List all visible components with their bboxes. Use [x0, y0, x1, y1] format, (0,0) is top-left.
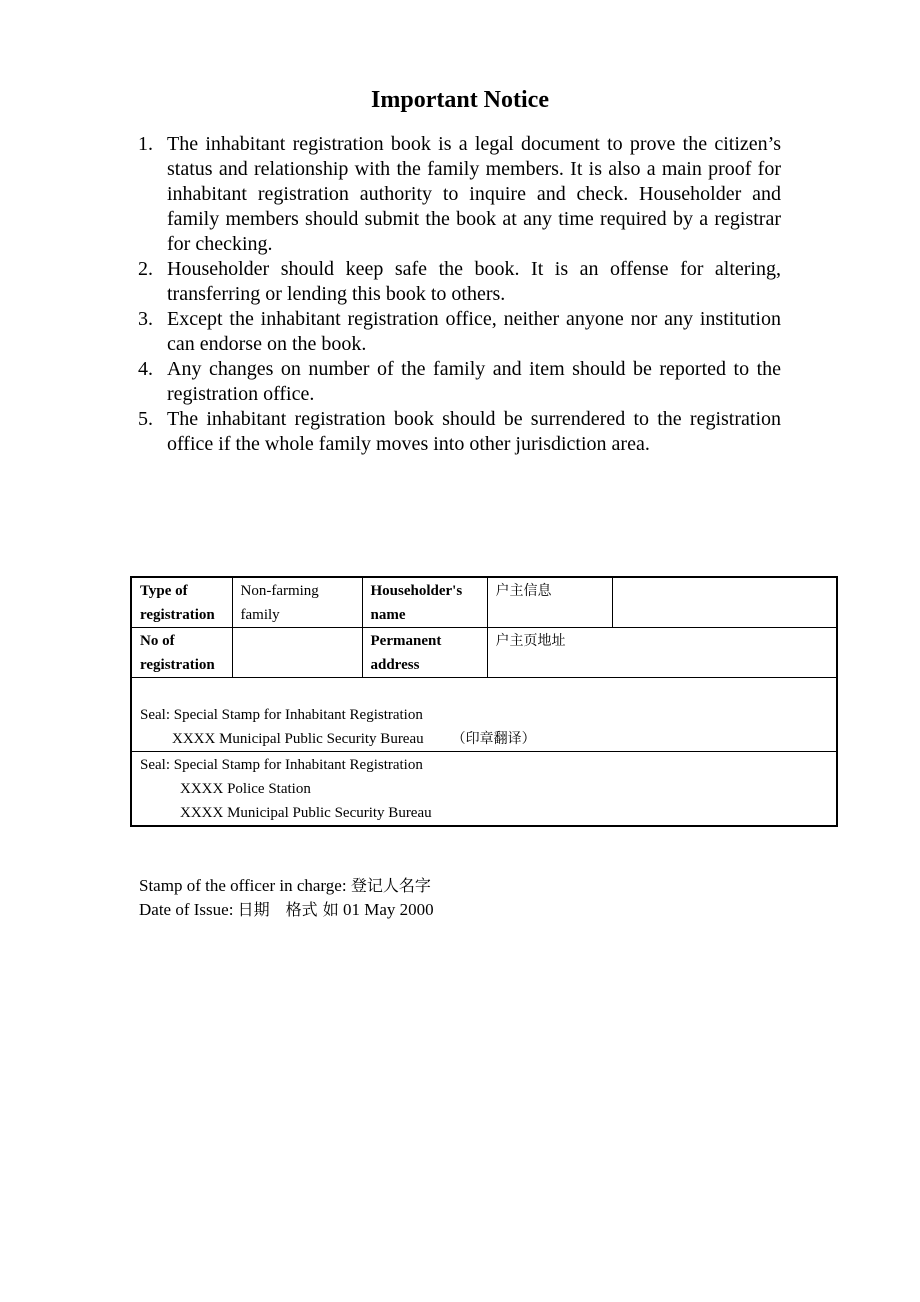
- seal-police-station: [131, 752, 837, 827]
- issue-info: [139, 874, 434, 922]
- registration-table: [130, 576, 838, 827]
- seal-line: XXXX Police Station: [180, 781, 311, 797]
- permanent-address-value: 户主页地址: [487, 628, 837, 678]
- notice-number: 1.: [138, 133, 153, 155]
- notice-text: The inhabitant registration book is a legal document to prove the citizen’s status and relationship with the family members. It is also a main proof for inhabitant registration authority to inquire and check. Householder and family members should submit the book at any time required by a registrar for checking.: [167, 133, 781, 255]
- table-row: [131, 678, 837, 752]
- householder-name-extra: [612, 577, 837, 628]
- notice-number: 5.: [138, 408, 153, 430]
- notice-number: 4.: [138, 358, 153, 380]
- notice-text: Except the inhabitant registration office, neither anyone nor any institution can endorse on the book.: [167, 308, 781, 355]
- officer-stamp-line: [139, 874, 434, 898]
- notice-list: [138, 132, 781, 457]
- table-row: [131, 752, 837, 827]
- date-format-note: 日期 格式 如: [237, 900, 339, 919]
- householder-name-label: Householder's name: [362, 577, 487, 628]
- seal-bureau-name: XXXX Municipal Public Security Bureau: [172, 731, 424, 747]
- date-of-issue-line: [139, 898, 434, 922]
- notice-number: 3.: [138, 308, 153, 330]
- type-of-registration-value: Non-farming family: [232, 577, 362, 628]
- notice-text: The inhabitant registration book should be surrendered to the registration office if the whole family moves into other jurisdiction area.: [167, 408, 781, 455]
- seal-municipal-bureau: [131, 678, 837, 752]
- householder-name-value: 户主信息: [487, 577, 612, 628]
- seal-line: [140, 727, 828, 751]
- seal-line: Seal: Special Stamp for Inhabitant Registration: [140, 707, 423, 723]
- notice-item: [138, 357, 781, 407]
- notice-item: [138, 257, 781, 307]
- no-of-registration-value: [232, 628, 362, 678]
- notice-text: Any changes on number of the family and item should be reported to the registration office.: [167, 358, 781, 405]
- table-row: [131, 577, 837, 628]
- notice-item: [138, 132, 781, 257]
- seal-translation-note: （印章翻译）: [451, 731, 536, 747]
- table-row: [131, 628, 837, 678]
- notice-item: [138, 307, 781, 357]
- notice-item: [138, 407, 781, 457]
- officer-stamp-label: Stamp of the officer in charge:: [139, 876, 347, 895]
- seal-line: XXXX Municipal Public Security Bureau: [180, 805, 432, 821]
- date-of-issue-value: 01 May 2000: [343, 900, 434, 919]
- notice-number: 2.: [138, 258, 153, 280]
- officer-stamp-value: 登记人名字: [350, 876, 431, 895]
- type-of-registration-label: Type of registration: [131, 577, 232, 628]
- notice-text: Householder should keep safe the book. It is an offense for altering, transferring or lending this book to others.: [167, 258, 781, 305]
- date-of-issue-label: Date of Issue:: [139, 900, 234, 919]
- no-of-registration-label: No of registration: [131, 628, 232, 678]
- permanent-address-label: Permanent address: [362, 628, 487, 678]
- seal-line: Seal: Special Stamp for Inhabitant Registration: [140, 757, 423, 773]
- page-title: Important Notice: [371, 87, 549, 113]
